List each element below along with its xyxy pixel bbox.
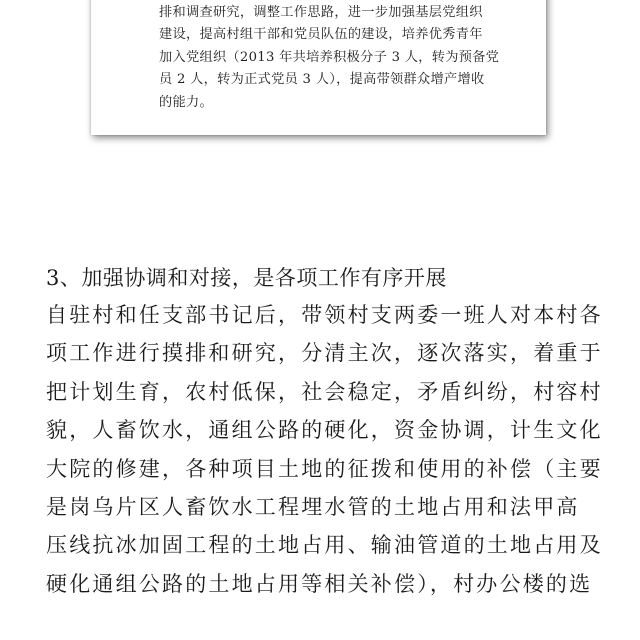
embedded-page-line: 的能力。 <box>159 94 213 110</box>
body-line: 压线抗冰加固工程的土地占用、输油管道的土地占用及 <box>46 533 603 558</box>
section-3 <box>46 260 606 603</box>
embedded-page-line: 排和调查研究，调整工作思路，进一步加强基层党组织 <box>159 5 483 20</box>
body-line: 是岗乌片区人畜饮水工程埋水管的土地占用和法甲高 <box>46 494 580 519</box>
embedded-document-page <box>91 0 546 135</box>
body-line: 硬化通组公路的土地占用等相关补偿），村办公楼的选 <box>46 571 593 596</box>
embedded-page-line: 建设，提高村组干部和党员队伍的建设，培养优秀青年 <box>159 27 483 43</box>
body-line: 大院的修建，各种项目土地的征拨和使用的补偿（主要 <box>46 456 603 481</box>
embedded-page-text <box>159 2 524 114</box>
body-line: 项工作进行摸排和研究，分清主次，逐次落实，着重于 <box>46 341 603 366</box>
embedded-page-line: 加入党组织（2013 年共培养积极分子 3 人，转为预备党 <box>159 49 500 65</box>
body-line: 貌，人畜饮水，通组公路的硬化，资金协调，计生文化 <box>46 418 603 443</box>
embedded-page-line: 员 2 人，转为正式党员 3 人），提高带领群众增产增收 <box>159 72 485 88</box>
section-heading: 3、加强协调和对接，是各项工作有序开展 <box>46 266 447 290</box>
body-line: 自驻村和任支部书记后，带领村支两委一班人对本村各 <box>46 303 603 327</box>
body-line: 把计划生育，农村低保，社会稳定，矛盾纠纷，村容村 <box>46 379 603 404</box>
section-body <box>46 296 606 603</box>
